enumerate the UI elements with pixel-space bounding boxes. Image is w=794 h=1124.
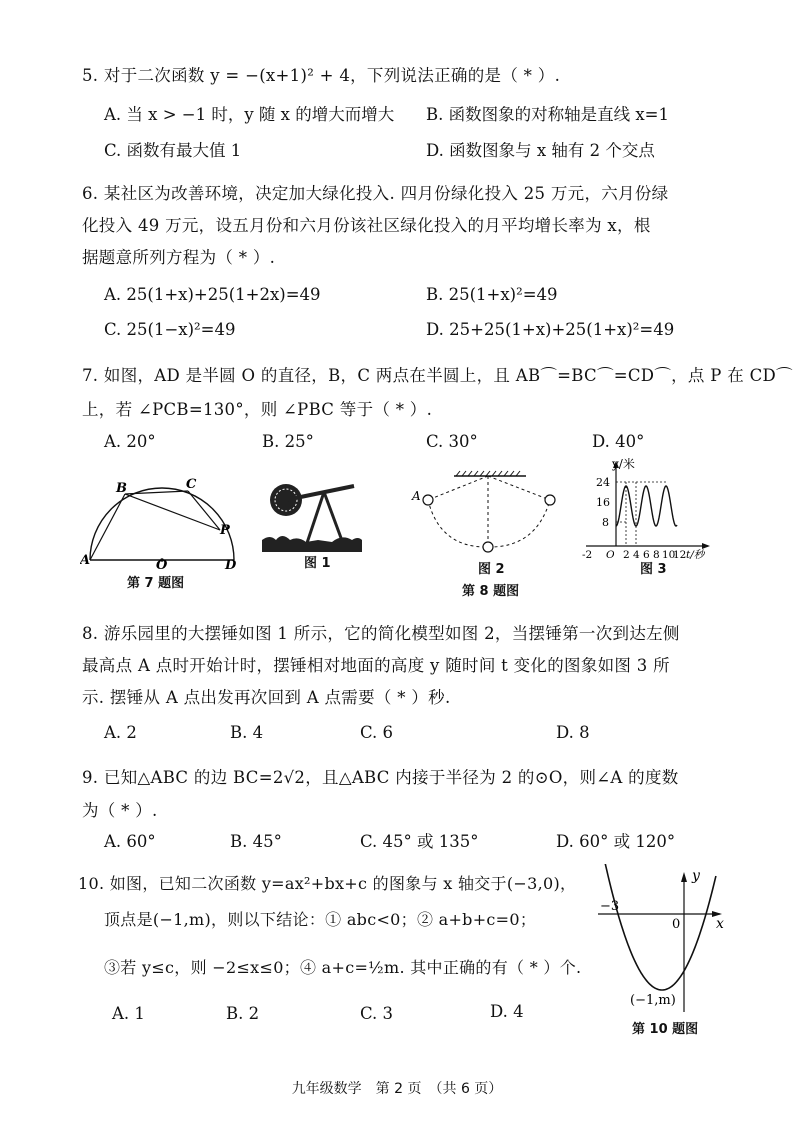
q10-option-a: A. 1: [112, 1004, 145, 1023]
q7-option-a: A. 20°: [104, 432, 156, 451]
x-tick-6: 6: [643, 549, 650, 561]
q9-option-c: C. 45° 或 135°: [360, 832, 479, 851]
swing-arc: [428, 500, 550, 547]
q9-stem-line-2: 为（ * ）.: [82, 801, 158, 820]
caption-figure-2: 图 2: [478, 562, 505, 577]
q8-option-d: D. 8: [556, 723, 590, 742]
q8-option-b: B. 4: [230, 723, 264, 742]
y-axis-label: y: [692, 868, 700, 884]
label-neg3: −3: [600, 899, 620, 914]
q8-stem-line-3: 示. 摆锤从 A 点出发再次回到 A 点需要（ * ）秒.: [82, 688, 451, 707]
right-swing-line: [488, 476, 550, 500]
caption-figure-1: 图 1: [304, 556, 331, 571]
label-vertex: (−1,m): [630, 993, 676, 1008]
height-curve: [616, 486, 677, 526]
q6-stem-line-1: 6. 某社区为改善环境，决定加大绿化投入. 四月份绿化投入 25 万元，六月份绿: [82, 184, 669, 203]
q6-option-b: B. 25(1+x)²=49: [426, 285, 558, 304]
q9-stem-line-1: 9. 已知△ABC 的边 BC=2√2，且△ABC 内接于半径为 2 的⊙O，则∠A 的度数: [82, 768, 679, 787]
page-footer: 九年级数学 第 2 页 （共 6 页）: [291, 1081, 503, 1097]
q8-stem-line-1: 8. 游乐园里的大摆锤如图 1 所示，它的简化模型如图 2，当摆锤第一次到达左侧: [82, 624, 680, 643]
q6-stem-line-2: 化投入 49 万元，设五月份和六月份该社区绿化投入的月平均增长率为 x，根: [82, 216, 651, 235]
q7-option-d: D. 40°: [592, 432, 645, 451]
caption-figure-10: 第 10 题图: [632, 1022, 699, 1037]
x-tick-8: 8: [653, 549, 660, 561]
q10-option-d: D. 4: [490, 1002, 524, 1021]
origin-label: O: [606, 549, 615, 561]
left-swing-line: [428, 476, 488, 500]
figure-10-parabola: [596, 864, 732, 1016]
q5-option-a: A. 当 x > −1 时，y 随 x 的增大而增大: [104, 105, 395, 124]
q10-option-c: C. 3: [360, 1004, 394, 1023]
figure-1-pendulum-ride: [262, 474, 362, 552]
semicircle-arc: [90, 488, 234, 560]
label-b: B: [116, 481, 127, 496]
q5-stem: 5. 对于二次函数 y = −(x+1)² + 4，下列说法正确的是（ * ）.: [82, 66, 561, 85]
q6-stem-line-3: 据题意所列方程为（ * ）.: [82, 248, 276, 267]
q7-option-c: C. 30°: [426, 432, 478, 451]
label-d: D: [225, 558, 237, 570]
y-tick-16: 16: [596, 496, 610, 509]
caption-figure-3: 图 3: [640, 562, 667, 577]
figure-2-pendulum-model: [410, 470, 570, 556]
label-p: P: [220, 523, 230, 538]
bob-bottom: [483, 542, 493, 552]
q6-option-a: A. 25(1+x)+25(1+2x)=49: [104, 285, 321, 304]
q7-stem-line-1: 7. 如图，AD 是半圆 O 的直径，B，C 两点在半圆上，且 AB⌒=BC⌒=CD⌒，点 P 在 CD⌒: [82, 366, 793, 385]
figure-3-height-time-graph: [582, 458, 720, 562]
segment-ab: [90, 494, 125, 560]
q8-option-c: C. 6: [360, 723, 394, 742]
y-tick-24: 24: [596, 476, 610, 489]
y-axis-label: y/米: [612, 458, 635, 471]
label-c: C: [186, 478, 197, 492]
ground-foliage: [262, 536, 362, 552]
t-axis-label: t/秒: [686, 549, 705, 561]
q10-stem-line-3: ③若 y≤c，则 −2≤x≤0；④ a+c=½m. 其中正确的有（ * ）个.: [104, 958, 582, 977]
x-tick-neg2: -2: [582, 549, 593, 561]
q8-stem-line-2: 最高点 A 点时开始计时，摆锤相对地面的高度 y 随时间 t 变化的图象如图 3 所: [82, 656, 670, 675]
x-tick-10: 10: [662, 549, 676, 561]
x-tick-2: 2: [623, 549, 630, 561]
y-tick-8: 8: [602, 516, 609, 529]
ride-leg-left: [306, 492, 324, 546]
q5-option-c: C. 函数有最大值 1: [104, 141, 242, 160]
x-tick-12: 12: [673, 549, 687, 561]
q9-option-d: D. 60° 或 120°: [556, 832, 676, 851]
q8-option-a: A. 2: [104, 723, 137, 742]
x-axis-label: x: [716, 916, 724, 932]
label-o: O: [156, 558, 168, 570]
q7-stem-line-2: 上，若 ∠PCB=130°，则 ∠PBC 等于（ * ）.: [82, 400, 433, 419]
q10-stem-line-2: 顶点是(−1,m)，则以下结论：① abc<0；② a+b+c=0；: [104, 910, 537, 929]
bob-left: [423, 495, 433, 505]
q5-option-d: D. 函数图象与 x 轴有 2 个交点: [426, 141, 655, 160]
figure-7-semicircle: [80, 478, 240, 570]
caption-figure-8: 第 8 题图: [462, 584, 520, 599]
q5-option-b: B. 函数图象的对称轴是直线 x=1: [426, 105, 669, 124]
q6-option-d: D. 25+25(1+x)+25(1+x)²=49: [426, 320, 675, 339]
x-tick-4: 4: [633, 549, 640, 561]
q7-option-b: B. 25°: [262, 432, 314, 451]
label-zero: 0: [672, 917, 681, 932]
label-a: A: [80, 553, 91, 568]
caption-figure-7: 第 7 题图: [127, 576, 185, 591]
label-a-point: A: [412, 489, 421, 503]
bob-right: [545, 495, 555, 505]
q9-option-a: A. 60°: [104, 832, 156, 851]
q6-option-c: C. 25(1−x)²=49: [104, 320, 236, 339]
q10-stem-line-1: 10. 如图，已知二次函数 y=ax²+bx+c 的图象与 x 轴交于(−3,0)，: [78, 874, 577, 893]
y-axis-arrow: [681, 872, 687, 882]
q9-option-b: B. 45°: [230, 832, 282, 851]
q10-option-b: B. 2: [226, 1004, 260, 1023]
